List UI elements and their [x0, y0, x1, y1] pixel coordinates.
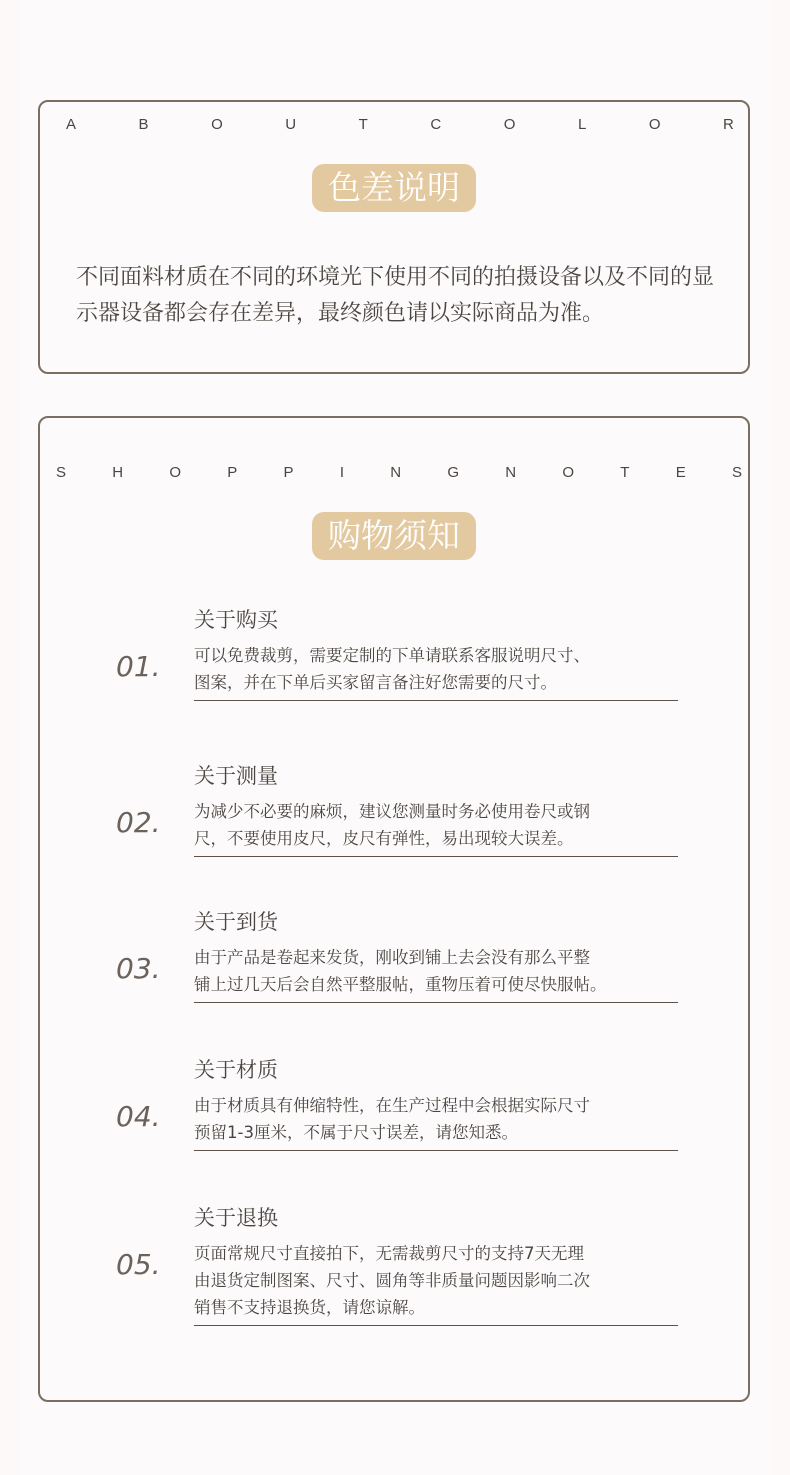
heading-letter: O: [211, 116, 223, 133]
note-title: 关于到货: [194, 910, 278, 934]
heading-letter: E: [675, 464, 686, 481]
note-body: 由于材质具有伸缩特性，在生产过程中会根据实际尺寸 预留1-3厘米，不属于尺寸误差，请您知悉。: [194, 1092, 678, 1151]
color-difference-text: 不同面料材质在不同的环境光下使用不同的拍摄设备以及不同的显示器设备都会存在差异，最终颜色请以实际商品为准。: [76, 265, 715, 326]
heading-letter: I: [339, 464, 344, 481]
heading-letter: L: [577, 116, 587, 133]
shopping-notes-title: 购物须知: [312, 512, 476, 560]
heading-letter: B: [138, 116, 149, 133]
heading-letter: O: [169, 464, 182, 481]
about-color-spaced-heading: [40, 116, 748, 133]
heading-letter: H: [112, 464, 124, 481]
shopping-notes-spaced-heading: [40, 464, 748, 481]
note-title: 关于测量: [194, 764, 278, 788]
heading-letter: C: [430, 116, 442, 133]
note-body: 为减少不必要的麻烦，建议您测量时务必使用卷尺或钢 尺，不要使用皮尺，皮尺有弹性，易出现较大误差。: [194, 798, 678, 857]
note-title: 关于购买: [194, 608, 278, 632]
note-arrival: [40, 908, 752, 1028]
heading-letter: N: [390, 464, 402, 481]
note-number: 04.: [116, 1100, 161, 1133]
note-number: 03.: [116, 952, 161, 985]
note-number: 02.: [116, 806, 161, 839]
heading-letter: S: [56, 464, 67, 481]
note-body: 页面常规尺寸直接拍下，无需裁剪尺寸的支持7天无理 由退货定制图案、尺寸、圆角等非质量问题因影响二次 销售不支持退换货，请您谅解。: [194, 1240, 678, 1326]
note-title: 关于材质: [194, 1058, 278, 1082]
shopping-notes-card: [38, 416, 750, 1402]
about-color-card: [38, 100, 750, 374]
heading-letter: R: [723, 116, 734, 133]
note-title: 关于退换: [194, 1206, 278, 1230]
note-body: 可以免费裁剪，需要定制的下单请联系客服说明尺寸、 图案，并在下单后买家留言备注好您需要的尺寸。: [194, 642, 678, 701]
heading-letter: U: [285, 116, 297, 133]
heading-letter: T: [358, 116, 368, 133]
heading-letter: N: [505, 464, 517, 481]
note-body: 由于产品是卷起来发货，刚收到铺上去会没有那么平整 铺上过几天后会自然平整服帖，重物压着可使尽快服帖。: [194, 944, 678, 1003]
heading-letter: P: [283, 464, 294, 481]
heading-letter: T: [620, 464, 630, 481]
heading-letter: G: [447, 464, 459, 481]
heading-letter: S: [731, 464, 742, 481]
heading-letter: O: [562, 464, 575, 481]
color-difference-title: 色差说明: [312, 164, 476, 212]
heading-letter: O: [503, 116, 516, 133]
heading-letter: O: [648, 116, 661, 133]
note-returns: [40, 1204, 752, 1324]
note-measurement: [40, 762, 752, 882]
note-material: [40, 1056, 752, 1176]
heading-letter: P: [227, 464, 238, 481]
note-number: 01.: [116, 650, 161, 683]
note-number: 05.: [116, 1248, 161, 1281]
note-purchase: [40, 606, 752, 726]
heading-letter: A: [66, 116, 77, 133]
